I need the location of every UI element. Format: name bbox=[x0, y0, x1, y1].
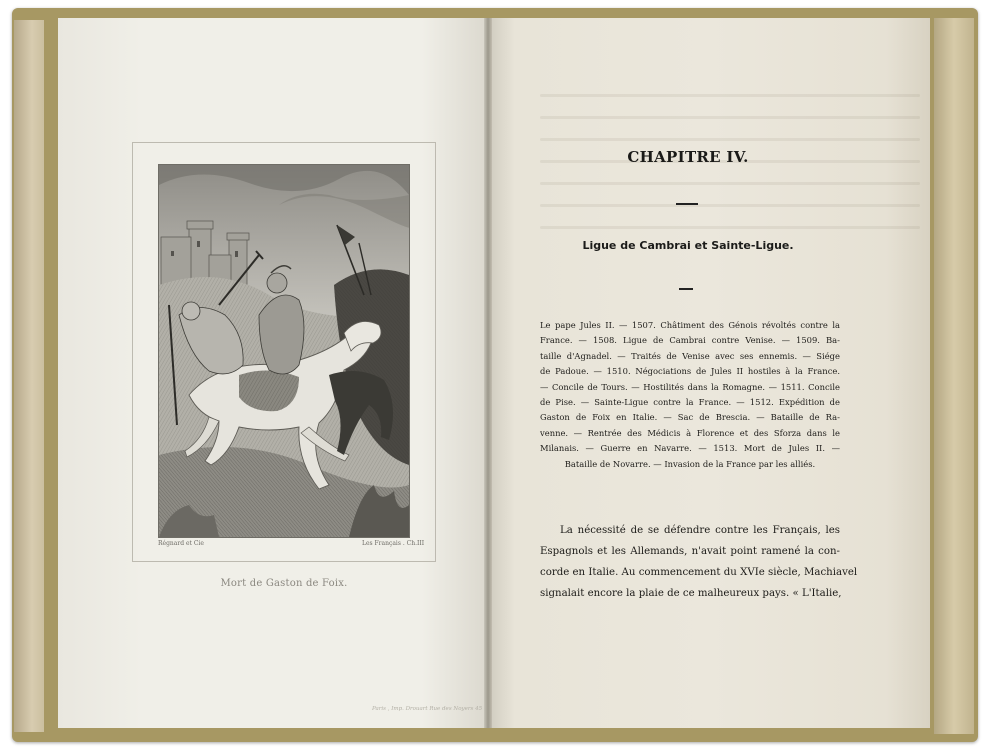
section-title: Ligue de Cambrai et Sainte-Ligue. bbox=[582, 239, 794, 252]
summary-line: Bataille de Novarre. — Invasion de la France par les alliés. bbox=[564, 458, 816, 469]
summary-line: venne. — Rentrée des Médicis à Florence et des Sforza dans le bbox=[540, 427, 840, 438]
body-line: corde en Italie. Au commencement du XVIe siècle, Machiavel bbox=[540, 567, 858, 578]
printer-imprint: Paris , Imp. Drouart Rue des Noyers 45 bbox=[372, 706, 483, 712]
summary-line: — Concile de Tours. — Hostilités dans la Romagne. — 1511. Concile bbox=[540, 381, 840, 392]
summary-line: de Pise. — Sainte-Ligue contre la France. — 1512. Expédition de bbox=[540, 397, 840, 408]
chapter-title: CHAPITRE IV. bbox=[627, 148, 749, 166]
body-paragraph bbox=[540, 520, 858, 604]
book-gutter bbox=[484, 18, 492, 728]
body-line: signalait encore la plaie de ce malheureux pays. « L'Italie, bbox=[540, 588, 842, 599]
chapter-summary bbox=[540, 318, 840, 472]
summary-line: Gaston de Foix en Italie. — Sac de Brescia. — Bataille de Ra- bbox=[540, 412, 840, 423]
plate-credit-reference: Les Français . Ch.III bbox=[362, 540, 425, 547]
page-block-edge-left bbox=[14, 20, 44, 732]
body-line: La nécessité de se défendre contre les Français, les bbox=[560, 525, 840, 536]
section-rule bbox=[679, 288, 693, 290]
plate-credit-engraver: Régnard et Cie bbox=[158, 540, 204, 547]
title-rule bbox=[676, 203, 698, 205]
summary-line: France. — 1508. Ligue de Cambrai contre Venise. — 1509. Ba- bbox=[540, 335, 840, 346]
summary-line: de Padoue. — 1510. Négociations de Jules II hostiles à la France. bbox=[540, 366, 840, 377]
page-block-edge-right bbox=[934, 18, 974, 734]
show-through-text bbox=[540, 94, 920, 244]
body-line: Espagnols et les Allemands, n'avait point ramené la con- bbox=[540, 546, 840, 557]
summary-line: Le pape Jules II. — 1507. Châtiment des Génois révoltés contre la bbox=[540, 320, 840, 330]
summary-line: Milanais. — Guerre en Navarre. — 1513. Mort de Jules II. — bbox=[540, 443, 840, 454]
summary-line: taille d'Agnadel. — Traités de Venise avec ses ennemis. — Siége bbox=[540, 350, 840, 361]
engraving-illustration bbox=[158, 164, 410, 538]
plate-caption: Mort de Gaston de Foix. bbox=[220, 578, 348, 589]
